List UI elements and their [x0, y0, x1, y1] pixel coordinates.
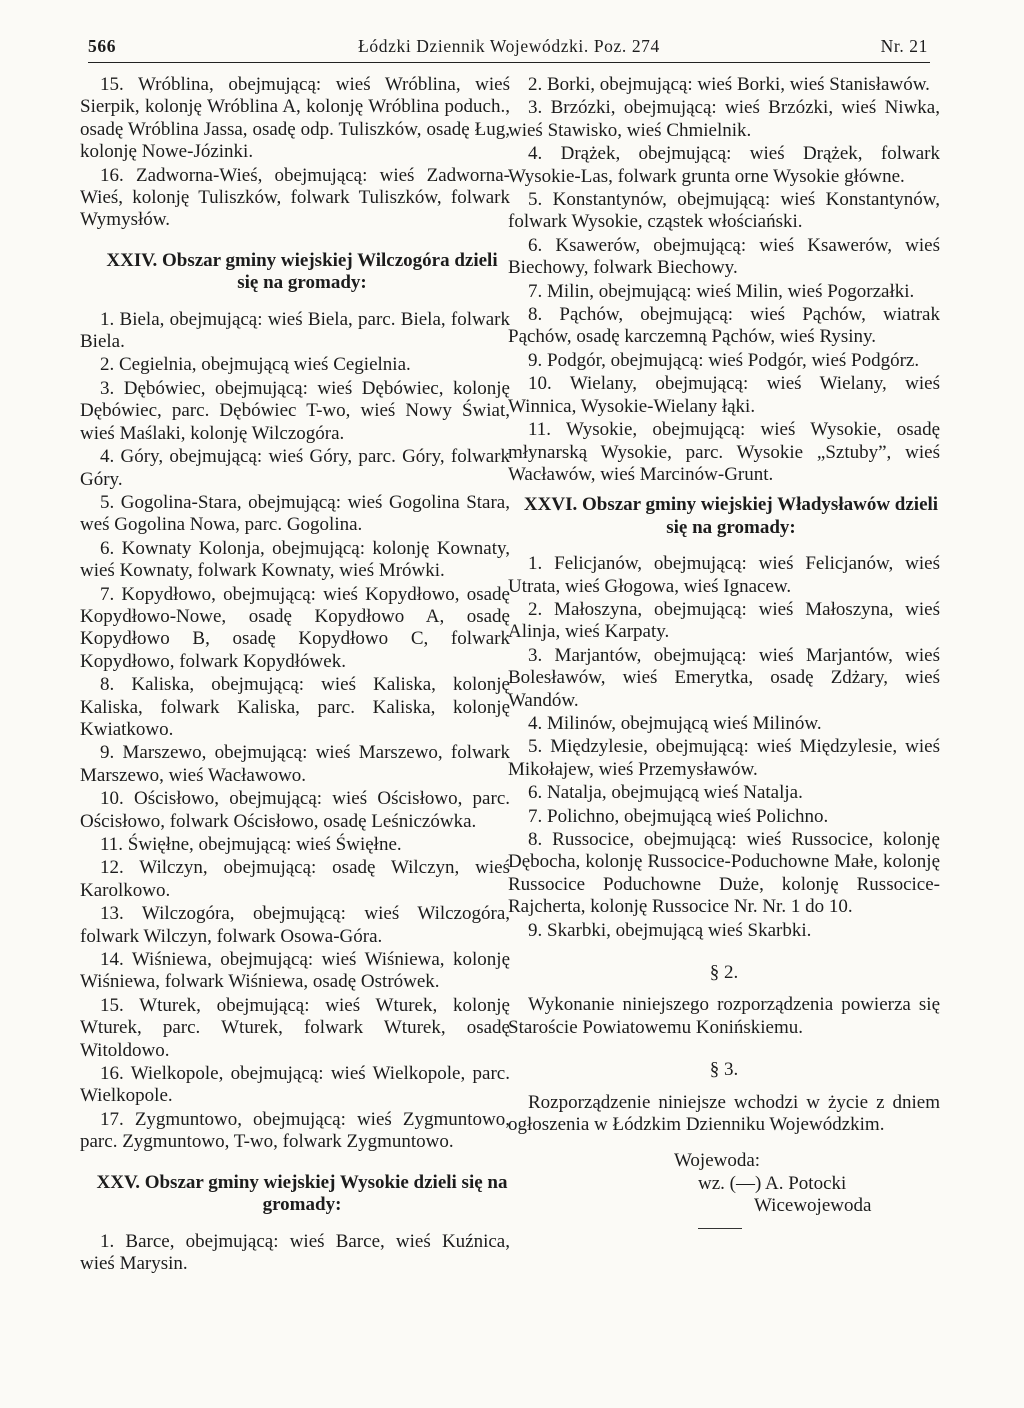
right-column: [508, 74, 940, 1229]
section-heading-xxvi: XXVI. Obszar gminy wiejskiej Władysławów dzieli się na gromady:: [523, 494, 939, 538]
paragraph: Wykonanie niniejszego rozporządzenia powierza się Staroście Powiatowemu Konińskiemu.: [508, 994, 940, 1038]
paragraph: 16. Zadworna-Wieś, obejmującą: wieś Zadworna-Wieś, kolonję Tuliszków, folwark Tuliszków, folwark Wymysłów.: [80, 164, 510, 231]
list-item: 13. Wilczogóra, obejmującą: wieś Wilczogóra, folwark Wilczyn, folwark Osowa-Góra.: [80, 903, 510, 947]
list-item: 10. Ościsłowo, obejmującą: wieś Ościsłowo, parc. Ościsłowo, folwark Ościsłowo, osadę Leśniczówka.: [80, 788, 510, 832]
list-item: 5. Międzylesie, obejmującą: wieś Międzylesie, wieś Mikołajew, wieś Przemysławów.: [508, 736, 940, 780]
list-item: 9. Podgór, obejmującą: wieś Podgór, wieś Podgórz.: [528, 349, 920, 371]
list-item: 4. Drążek, obejmującą: wieś Drążek, folwark Wysokie-Las, folwark grunta orne Wysokie główne.: [508, 143, 940, 187]
list-item: 8. Russocice, obejmującą: wieś Russocice, kolonję Dębocha, kolonję Russocice-Poduchowne Małe, kolonję Russocice Poduchowne Duże, kolonję Russocice-Rajcherta, kolonję Russocice Nr. Nr. 1 do 10.: [508, 829, 940, 918]
page-header: [88, 32, 930, 63]
list-item: 10. Wielany, obejmującą: wieś Wielany, wieś Winnica, Wysokie-Wielany łąki.: [508, 373, 940, 417]
list-item: 6. Natalja, obejmującą wieś Natalja.: [528, 782, 803, 804]
list-item: 3. Dębówiec, obejmującą: wieś Dębówiec, kolonję Dębówiec, parc. Dębówiec T-wo, wieś Nowy Świat, wieś Maślaki, kolonję Wilczogóra.: [80, 377, 510, 444]
list-item: 9. Marszewo, obejmującą: wieś Marszewo, folwark Marszewo, wieś Wacławowo.: [80, 742, 510, 786]
paragraph: 15. Wróblina, obejmującą: wieś Wróblina, wieś Sierpik, kolonję Wróblina A, kolonję Wróblina poduch., osadę Wróblina Jassa, osadę odp. Tuliszków, osadę Ług, kolonję Nowe-Józinki.: [80, 74, 510, 163]
page-number: 566: [88, 36, 117, 56]
paragraph: Rozporządzenie niniejsze wchodzi w życie z dniem ogłoszenia w Łódzkim Dzienniku Wojewódzkim.: [508, 1091, 940, 1136]
section-heading-xxv: XXV. Obszar gminy wiejskiej Wysokie dzieli się na gromady:: [96, 1171, 508, 1216]
signature-role: Wojewoda:: [674, 1150, 761, 1172]
list-item: 7. Polichno, obejmującą wieś Polichno.: [528, 805, 829, 827]
signature-rule: [698, 1228, 742, 1229]
left-column: [80, 74, 510, 1276]
list-item: 3. Brzózki, obejmującą: wieś Brzózki, wieś Niwka, wieś Stawisko, wieś Chmielnik.: [508, 97, 940, 141]
issue-number: Nr. 21: [880, 36, 928, 56]
list-item: 5. Konstantynów, obejmującą: wieś Konstantynów, folwark Wysokie, cząstek włościański.: [508, 189, 940, 233]
list-item: 14. Wiśniewa, obejmującą: wieś Wiśniewa, kolonję Wiśniewa, folwark Wiśniewa, osadę Ostrówek.: [80, 949, 510, 993]
list-item: 2. Małoszyna, obejmującą: wieś Małoszyna, wieś Alinja, wieś Karpaty.: [508, 598, 940, 643]
list-item: 1. Felicjanów, obejmującą: wieś Felicjanów, wieś Utrata, wieś Głogowa, wieś Ignacew.: [508, 553, 940, 597]
list-item: 11. Wysokie, obejmującą: wieś Wysokie, osadę młynarską Wysokie, parc. Wysokie „Sztuby”, wieś Wacławów, wieś Marcinów-Grunt.: [508, 419, 940, 485]
signature-block: [508, 1150, 940, 1228]
list-item: 2. Cegielnia, obejmującą wieś Cegielnia.: [100, 354, 411, 376]
list-item: 4. Milinów, obejmującą wieś Milinów.: [528, 712, 822, 734]
list-item: 16. Wielkopole, obejmującą: wieś Wielkopole, parc. Wielkopole.: [80, 1063, 510, 1107]
section-mark-2: § 2.: [709, 962, 739, 984]
list-item: 8. Pąchów, obejmującą: wieś Pąchów, wiatrak Pąchów, osadę karczemną Pąchów, wieś Rysiny.: [508, 304, 940, 348]
list-item: 9. Skarbki, obejmującą wieś Skarbki.: [528, 919, 812, 941]
list-item: 7. Kopydłowo, obejmującą: wieś Kopydłowo, osadę Kopydłowo-Nowe, osadę Kopydłowo A, osadę Kopydłowo B, osadę Kopydłowo C, folwark Kopydłowo, folwark Kopydłówek.: [80, 583, 510, 672]
list-item: 4. Góry, obejmującą: wieś Góry, parc. Góry, folwark Góry.: [80, 446, 510, 490]
list-item: 6. Kownaty Kolonja, obejmującą: kolonję Kownaty, wieś Kownaty, folwark Kownaty, wieś Mrówki.: [80, 537, 510, 582]
list-item: 17. Zygmuntowo, obejmującą: wieś Zygmuntowo, parc. Zygmuntowo, T-wo, folwark Zygmuntowo.: [80, 1108, 510, 1153]
section-heading-xxiv: XXIV. Obszar gminy wiejskiej Wilczogóra dzieli się na gromady:: [106, 249, 498, 294]
list-item: 6. Ksawerów, obejmującą: wieś Ksawerów, wieś Biechowy, folwark Biechowy.: [508, 234, 940, 279]
list-item: 8. Kaliska, obejmującą: wieś Kaliska, kolonję Kaliska, folwark Kaliska, parc. Kaliska, kolonję Kwiatkowo.: [80, 674, 510, 740]
list-item: 12. Wilczyn, obejmującą: osadę Wilczyn, wieś Karolkowo.: [80, 857, 510, 901]
list-item: 3. Marjantów, obejmującą: wieś Marjantów, wieś Bolesławów, wieś Emerytka, osadę Zdżary, wieś Wandów.: [508, 644, 940, 711]
list-item: 1. Biela, obejmującą: wieś Biela, parc. Biela, folwark Biela.: [80, 308, 510, 353]
list-item: 2. Borki, obejmującą: wieś Borki, wieś Stanisławów.: [528, 74, 930, 95]
list-item: 15. Wturek, obejmującą: wieś Wturek, kolonję Wturek, parc. Wturek, folwark Wturek, osadę Witoldowo.: [80, 994, 510, 1061]
signature-title: Wicewojewoda: [754, 1195, 872, 1217]
section-mark-3: § 3.: [709, 1059, 739, 1081]
list-item: 11. Święłne, obejmującą: wieś Święłne.: [100, 834, 402, 855]
journal-title: Łódzki Dziennik Wojewódzki. Poz. 274: [358, 36, 660, 56]
list-item: 1. Barce, obejmującą: wieś Barce, wieś Kuźnica, wieś Marysin.: [80, 1230, 510, 1274]
signature-name: wz. (—) A. Potocki: [698, 1172, 847, 1194]
list-item: 7. Milin, obejmującą: wieś Milin, wieś Pogorzałki.: [528, 280, 915, 302]
list-item: 5. Gogolina-Stara, obejmującą: wieś Gogolina Stara, weś Gogolina Nowa, parc. Gogolina.: [80, 491, 510, 536]
